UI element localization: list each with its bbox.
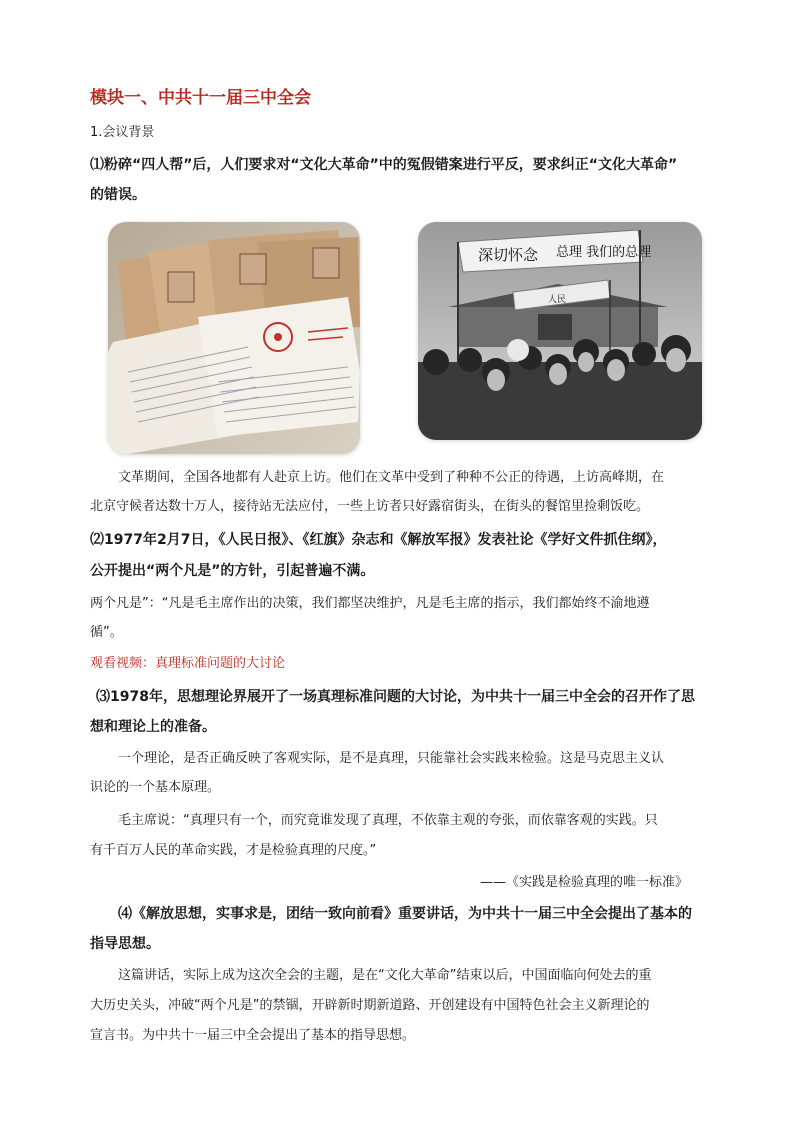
paragraph-9-line-2: 大历史关头，冲破“两个凡是”的禁锢，开辟新时期新道路、开创建设有中国特色社会主义新理论的 xyxy=(90,998,650,1013)
paragraph-9-line-3: 宣言书。为中共十一届三中全会提出了基本的指导思想。 xyxy=(90,1028,416,1043)
letters-photo xyxy=(108,222,360,454)
paragraph-2-line-2: 北京守候者达数十万人，接待站无法应付，一些上访者只好露宿街头，在街头的餐馆里捡剩饭吃。 xyxy=(90,499,650,514)
paragraph-8-line-2: 指导思想。 xyxy=(90,936,160,952)
banner-text-3: 人民 xyxy=(548,295,567,305)
paragraph-5-line-1: ⑶1978年，思想理论界展开了一场真理标准问题的大讨论，为中共十一届三中全会的召开作了思 xyxy=(96,689,695,705)
paragraph-4-line-1: 两个凡是”：“凡是毛主席作出的决策，我们都坚决维护，凡是毛主席的指示，我们都始终不渝地遵 xyxy=(90,596,650,611)
paragraph-3-line-2: 公开提出“两个凡是”的方针，引起普遍不满。 xyxy=(90,563,375,579)
heading-meeting-background: 1.会议背景 xyxy=(90,125,155,140)
quote-source: ——《实践是检验真理的唯一标准》 xyxy=(480,875,689,890)
paragraph-7-line-1: 毛主席说：“真理只有一个，而究竟谁发现了真理，不依靠主观的夸张，而依靠客观的实践。只 xyxy=(118,813,658,828)
paragraph-6-line-1: 一个理论，是否正确反映了客观实际，是不是真理，只能靠社会实践来检验。这是马克思主义认 xyxy=(118,751,665,766)
paragraph-1-line-2: 的错误。 xyxy=(90,187,146,203)
banner-text-2: 总理 我们的总理 xyxy=(556,245,652,260)
paragraph-1-line-1: ⑴粉碎“四人帮”后，人们要求对“文化大革命”中的冤假错案进行平反，要求纠正“文化大革命” xyxy=(90,157,678,173)
paragraph-9-line-1: 这篇讲话，实际上成为这次全会的主题，是在“文化大革命”结束以后，中国面临向何处去的重 xyxy=(118,968,652,983)
video-note-link[interactable]: 观看视频：真理标准问题的大讨论 xyxy=(90,656,286,671)
paragraph-2-line-1: 文革期间，全国各地都有人赴京上访。他们在文革中受到了种种不公正的待遇，上访高峰期，在 xyxy=(118,470,665,485)
section-title: 模块一、中共十一届三中全会 xyxy=(90,88,311,108)
tiananmen-crowd-photo xyxy=(418,222,702,440)
paragraph-7-line-2: 有千百万人民的革命实践，才是检验真理的尺度。” xyxy=(90,843,377,858)
paragraph-5-line-2: 想和理论上的准备。 xyxy=(90,719,216,735)
paragraph-3-line-1: ⑵1977年2月7日，《人民日报》、《红旗》杂志和《解放军报》发表社论《学好文件抓住纲》， xyxy=(90,532,667,548)
paragraph-4-line-2: 循”。 xyxy=(90,625,123,640)
banner-text: 深切怀念 xyxy=(478,246,539,264)
paragraph-6-line-2: 识论的一个基本原理。 xyxy=(90,780,221,795)
paragraph-8-line-1: ⑷《解放思想，实事求是，团结一致向前看》重要讲话，为中共十一届三中全会提出了基本的 xyxy=(118,906,692,922)
